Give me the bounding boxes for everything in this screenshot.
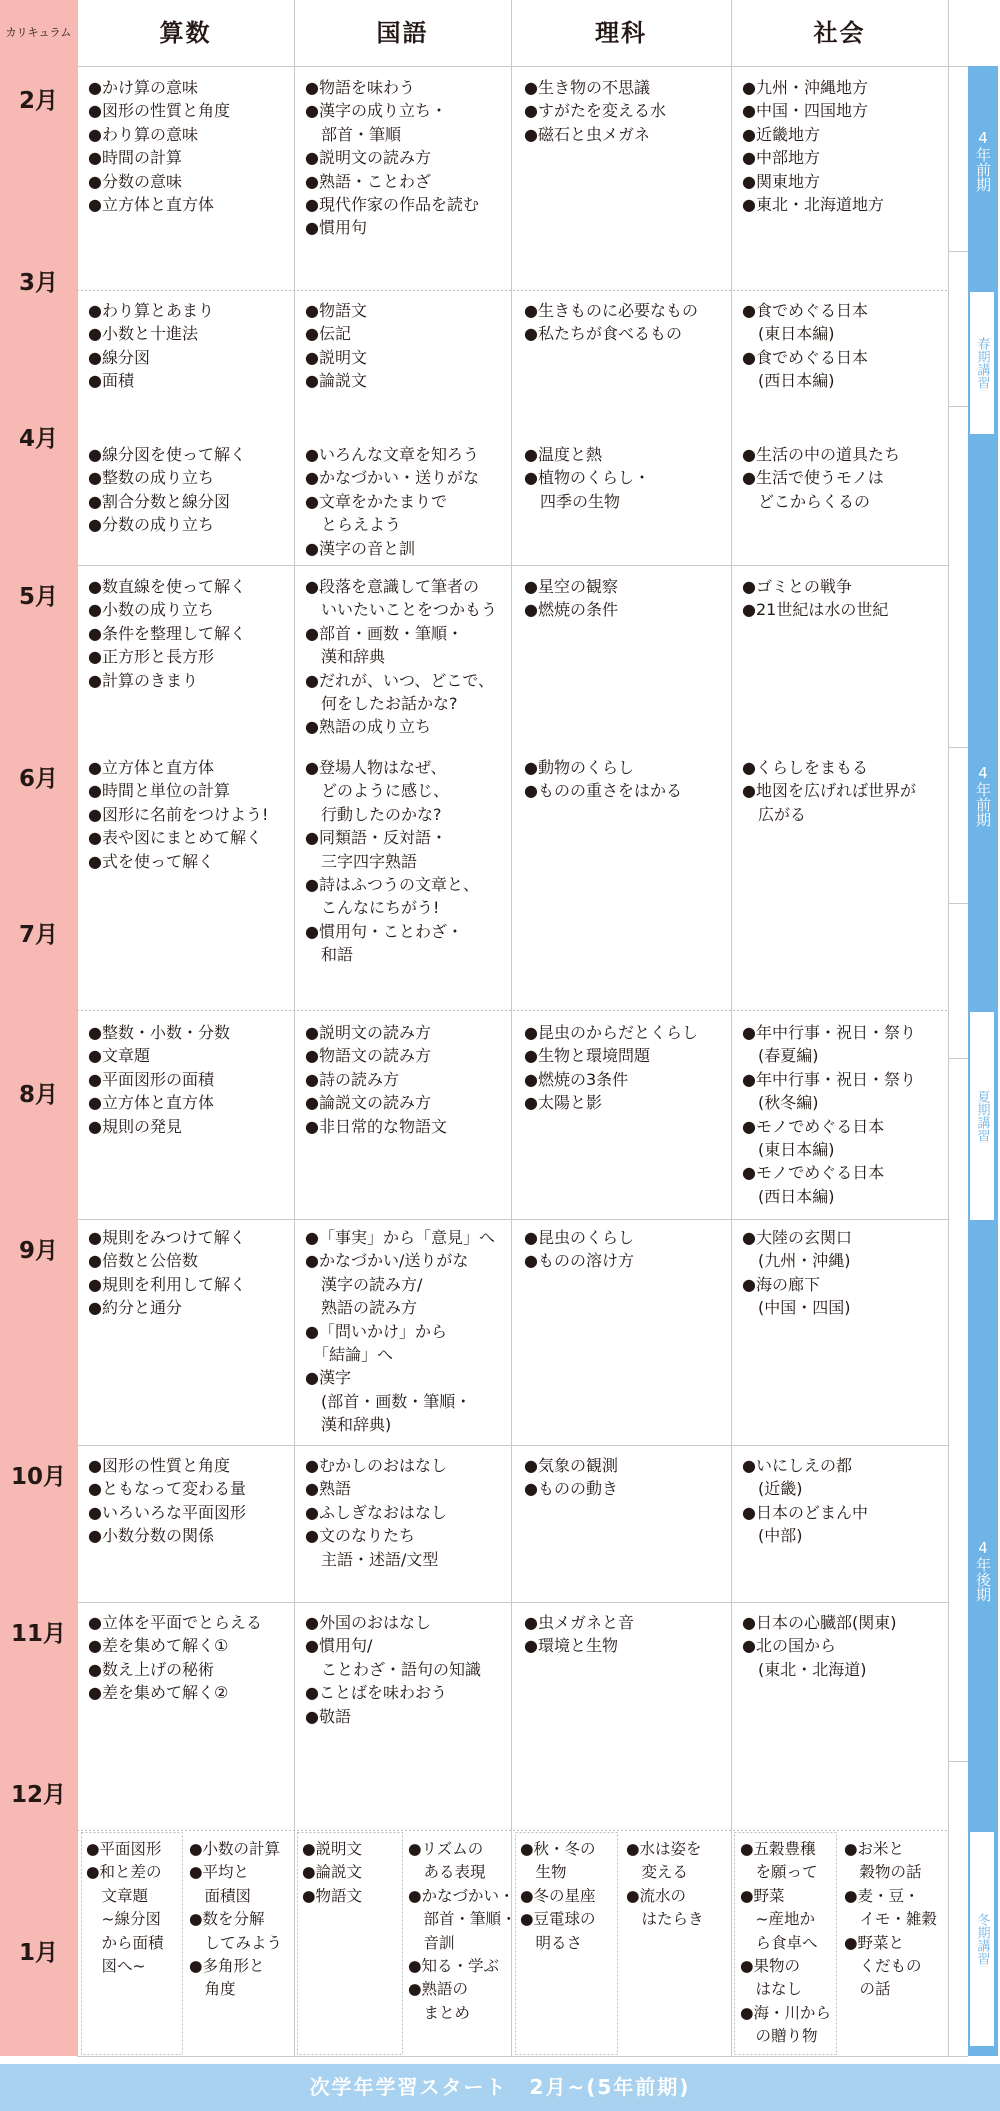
cell-math-winter-b: ●小数の計算 ●平均と 面積図 ●数を分解 してみよう ●多角形と 角度 — [189, 1840, 283, 1999]
cell-science-winter-b: ●水は姿を 変える ●流水の はたらき — [626, 1840, 704, 1929]
month-label: 9月 — [18, 1238, 58, 1264]
cell-science: ●温度と熱 ●植物のくらし・ 四季の生物 — [524, 445, 650, 511]
month-label: 6月 — [18, 766, 58, 792]
header-math: 算数 — [159, 19, 212, 47]
footer-banner: 次学年学習スタート 2月~(5年前期) — [0, 2064, 1000, 2111]
month-column — [0, 0, 77, 2056]
cell-japanese: ●「事実」から「意見」へ ●かなづかい/送りがな 漢字の読み方/ 熟語の読み方 ●「問いかけ」から 「結論」へ ●漢字 (部首・画数・筆順・ 漢和辞典) — [305, 1228, 495, 1435]
cell-science: ●気象の観測 ●ものの動き — [524, 1456, 618, 1499]
term-label-spring-course: 春期講習 — [970, 292, 994, 434]
cell-math: ●わり算とあまり ●小数と十進法 ●線分図 ●面積 — [88, 301, 214, 391]
cell-science: ●星空の観察 ●燃焼の条件 — [524, 577, 618, 620]
header-science: 理科 — [595, 19, 647, 47]
cell-japanese: ●物語を味わう ●漢字の成り立ち・ 部首・筆順 ●説明文の読み方 ●熟語・ことわざ ●現代作家の作品を読む ●慣用句 — [305, 78, 479, 238]
cell-math: ●立体を平面でとらえる ●差を集めて解く① ●数え上げの秘術 ●差を集めて解く② — [88, 1613, 262, 1703]
month-label: 8月 — [18, 1082, 58, 1108]
cell-math: ●整数・小数・分数 ●文章題 ●平面図形の面積 ●立方体と直方体 ●規則の発見 — [88, 1023, 230, 1136]
term-label: 4年前期 — [974, 763, 992, 827]
month-label: 2月 — [18, 88, 58, 114]
cell-japanese: ●いろんな文章を知ろう ●かなづかい・送りがな ●文章をかたまりで とらえよう ●漢字の音と訓 — [305, 445, 479, 558]
cell-science: ●昆虫のくらし ●ものの溶け方 — [524, 1228, 634, 1271]
month-label: 3月 — [18, 270, 58, 296]
month-label: 4月 — [18, 426, 58, 452]
cell-science: ●昆虫のからだとくらし ●生物と環境問題 ●燃焼の3条件 ●太陽と影 — [524, 1023, 698, 1113]
month-label: 1月 — [18, 1940, 58, 1966]
cell-japanese: ●物語文 ●伝記 ●説明文 ●論説文 — [305, 301, 367, 391]
cell-social: ●くらしをまもる ●地図を広げれば世界が 広がる — [742, 758, 916, 824]
term-label: 4年前期 — [974, 128, 992, 192]
term-label-summer-course: 夏期講習 — [970, 1012, 994, 1220]
cell-japanese: ●むかしのおはなし ●熟語 ●ふしぎなおはなし ●文のなりたち 主語・述語/文型 — [305, 1456, 447, 1569]
cell-math: ●立方体と直方体 ●時間と単位の計算 ●図形に名前をつけよう! ●表や図にまとめて解く ●式を使って解く — [88, 758, 269, 871]
cell-social-winter-a: ●五穀豊穣 を願って ●野菜 ~産地か ら食卓へ ●果物の はなし ●海・川から の贈り物 — [740, 1840, 832, 2046]
month-label: 7月 — [18, 922, 58, 948]
cell-science-winter-a: ●秋・冬の 生物 ●冬の星座 ●豆電球の 明るさ — [520, 1840, 596, 1952]
cell-social: ●生活の中の道具たち ●生活で使うモノは どこからくるの — [742, 445, 900, 511]
header-japanese: 国語 — [376, 19, 429, 47]
cell-math: ●かけ算の意味 ●図形の性質と角度 ●わり算の意味 ●時間の計算 ●分数の意味 ●立方体と直方体 — [88, 78, 230, 215]
cell-japanese-winter-a: ●説明文 ●論説文 ●物語文 — [302, 1840, 363, 1905]
cell-math: ●図形の性質と角度 ●ともなって変わる量 ●いろいろな平面図形 ●小数分数の関係 — [88, 1456, 246, 1546]
month-label: 5月 — [18, 584, 58, 610]
cell-social: ●ゴミとの戦争 ●21世紀は水の世紀 — [742, 577, 889, 620]
cell-math: ●線分図を使って解く ●整数の成り立ち ●割合分数と線分図 ●分数の成り立ち — [88, 445, 246, 535]
cell-social: ●九州・沖縄地方 ●中国・四国地方 ●近畿地方 ●中部地方 ●関東地方 ●東北・北海道地方 — [742, 78, 884, 215]
term-label-winter-course: 冬期講習 — [970, 1832, 994, 2046]
cell-science: ●生き物の不思議 ●すがたを変える水 ●磁石と虫メガネ — [524, 78, 666, 144]
cell-math: ●数直線を使って解く ●小数の成り立ち ●条件を整理して解く ●正方形と長方形 ●計算のきまり — [88, 577, 246, 690]
month-label: 12月 — [10, 1782, 66, 1808]
cell-social: ●いにしえの都 (近畿) ●日本のどまん中 (中部) — [742, 1456, 868, 1546]
cell-japanese: ●登場人物はなぜ、 どのように感じ、 行動したのかな? ●同類語・反対語・ 三字四字熟語 ●詩はふつうの文章と、 こんなにちがう! ●慣用句・ことわざ・ 和語 — [305, 758, 479, 965]
cell-science: ●動物のくらし ●ものの重さをはかる — [524, 758, 682, 801]
cell-science: ●虫メガネと音 ●環境と生物 — [524, 1613, 634, 1656]
cell-math: ●規則をみつけて解く ●倍数と公倍数 ●規則を利用して解く ●約分と通分 — [88, 1228, 246, 1318]
cell-social-winter-b: ●お米と 穀物の話 ●麦・豆・ イモ・雑穀 ●野菜と くだもの の話 — [844, 1840, 938, 1999]
cell-social: ●年中行事・祝日・祭り (春夏編) ●年中行事・祝日・祭り (秋冬編) ●モノでめぐる日本 (東日本編) ●モノでめぐる日本 (西日本編) — [742, 1023, 916, 1206]
cell-social: ●日本の心臓部(関東) ●北の国から (東北・北海道) — [742, 1613, 897, 1679]
month-label: 10月 — [10, 1464, 66, 1490]
cell-social: ●大陸の玄関口 (九州・沖縄) ●海の廊下 (中国・四国) — [742, 1228, 852, 1318]
term-label: 4年後期 — [974, 1538, 992, 1602]
header-social: 社会 — [813, 19, 866, 47]
cell-social: ●食でめぐる日本 (東日本編) ●食でめぐる日本 (西日本編) — [742, 301, 868, 391]
cell-japanese-winter-b: ●リズムの ある表現 ●かなづかい・ 部首・筆順・ 音訓 ●知る・学ぶ ●熟語の まとめ — [408, 1840, 517, 2022]
curriculum-corner-label: カリキュラム — [0, 0, 77, 66]
cell-math-winter-a: ●平面図形 ●和と差の 文章題 ~線分図 から面積 図へ~ — [86, 1840, 164, 1976]
cell-japanese: ●説明文の読み方 ●物語文の読み方 ●詩の読み方 ●論説文の読み方 ●非日常的な物語文 — [305, 1023, 447, 1136]
month-label: 11月 — [10, 1621, 66, 1647]
cell-japanese: ●段落を意識して筆者の いいたいことをつかもう ●部首・画数・筆順・ 漢和辞典 ●だれが、いつ、どこで、 何をしたお話かな? ●熟語の成り立ち — [305, 577, 498, 737]
cell-japanese: ●外国のおはなし ●慣用句/ ことわざ・語句の知識 ●ことばを味わおう ●敬語 — [305, 1613, 482, 1726]
cell-science: ●生きものに必要なもの ●私たちが食べるもの — [524, 301, 698, 344]
